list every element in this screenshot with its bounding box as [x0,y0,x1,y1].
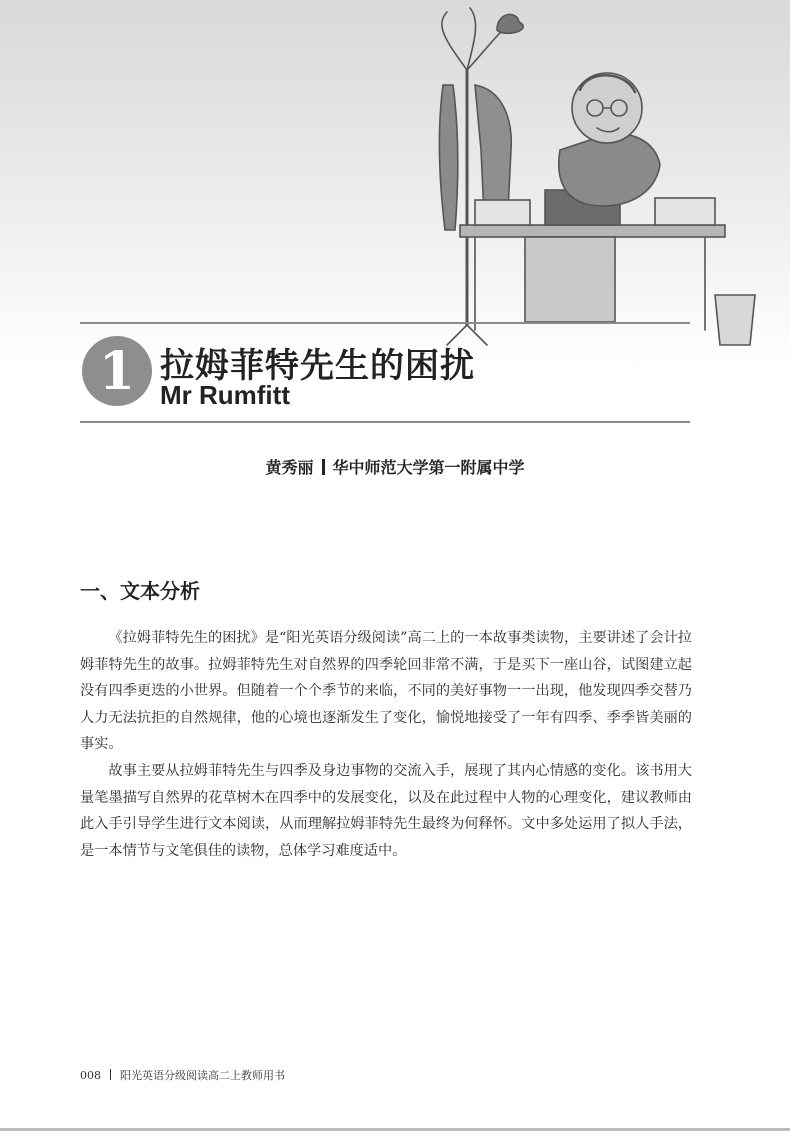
footer-book-title: 阳光英语分级阅读高二上教师用书 [120,1069,285,1082]
footer-separator [110,1069,111,1080]
chapter-number-badge: 1 [82,336,152,406]
chapter-title-english: Mr Rumfitt [160,380,290,410]
paragraph: 故事主要从拉姆菲特先生与四季及身边事物的交流入手，展现了其内心情感的变化。该书用大量笔墨描写自然界的花草树木在四季中的发展变化，以及在此过程中人物的心理变化，建议教师由此入手引导学生进行文本阅读，从而理解拉姆菲特先生最终为何释怀。文中多处运用了拟人手法，是一本情节与文笔俱佳的读物，总体学习难度适中。 [80,762,692,859]
author-name: 黄秀丽 [265,458,314,477]
author-affiliation: 华中师范大学第一附属中学 [332,458,525,477]
page-number: 008 [80,1069,101,1082]
page-footer [80,1067,285,1083]
paragraph: 《拉姆菲特先生的困扰》是“阳光英语分级阅读”高二上的一本故事类读物，主要讲述了会计拉姆菲特先生的故事。拉姆菲特先生对自然界的四季轮回非常不满，于是买下一座山谷，试图建立起没有四季更迭的小世界。但随着一个个季节的来临，不同的美好事物一一出现，他发现四季交替乃人力无法抗拒的自然规律，他的心境也逐渐发生了变化，愉悦地接受了一年有四季、季季皆美丽的事实。 [80,630,692,753]
author-line [0,455,790,478]
illustration-man-at-typewriter [415,0,790,360]
title-rule-bottom [80,421,690,423]
author-separator [322,459,325,475]
chapter-title-chinese: 拉姆菲特先生的困扰 [160,346,475,386]
body-text [80,625,692,864]
title-rule-top [80,322,690,324]
section-heading: 一、文本分析 [80,579,200,603]
